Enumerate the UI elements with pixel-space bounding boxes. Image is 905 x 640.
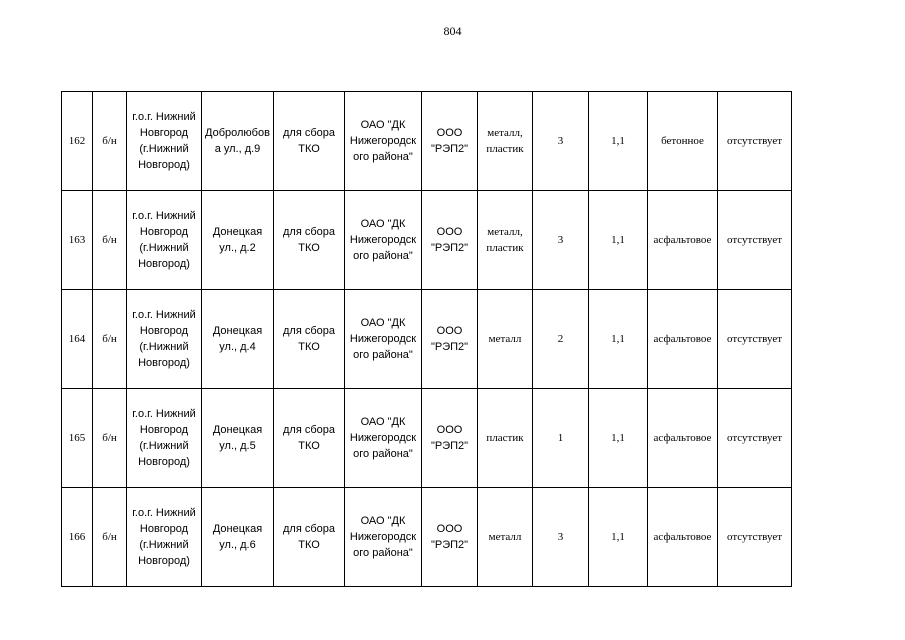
owner-cell: ОАО "ДК Нижегородск ого района" [349, 119, 417, 163]
owner-cell: ОАО "ДК Нижегородск ого района" [349, 416, 417, 460]
row-number-cell: 164 [62, 290, 93, 389]
address-cell: Донецкая ул., д.4 [212, 325, 263, 353]
container-count-cell: 3 [533, 92, 589, 191]
registry-number-cell: б/н [93, 488, 127, 587]
fence-cell: отсутствует [718, 290, 792, 389]
container-volume-cell: 1,1 [589, 92, 648, 191]
operator-cell: ООО "РЭП2" [430, 523, 469, 551]
container-count-cell: 3 [533, 191, 589, 290]
operator-cell: ООО "РЭП2" [430, 127, 469, 155]
container-volume-cell: 1,1 [589, 488, 648, 587]
purpose-cell: для сбора ТКО [282, 523, 335, 551]
container-volume-cell: 1,1 [589, 191, 648, 290]
fence-cell: отсутствует [718, 92, 792, 191]
surface-cell: бетонное [648, 92, 718, 191]
row-number-cell: 162 [62, 92, 93, 191]
district-cell: г.о.г. Нижний Новгород (г.Нижний Новгород) [132, 408, 196, 468]
material-cell: металл [488, 531, 522, 543]
registry-number-cell: б/н [93, 389, 127, 488]
fence-cell: отсутствует [718, 488, 792, 587]
row-number-cell: 166 [62, 488, 93, 587]
fence-cell: отсутствует [718, 191, 792, 290]
table-row [62, 389, 792, 488]
waste-site-table [61, 91, 792, 587]
container-count-cell: 2 [533, 290, 589, 389]
table-row [62, 92, 792, 191]
registry-number-cell: б/н [93, 290, 127, 389]
table-row [62, 191, 792, 290]
district-cell: г.о.г. Нижний Новгород (г.Нижний Новгород) [132, 210, 196, 270]
fence-cell: отсутствует [718, 389, 792, 488]
address-cell: Добролюбов а ул., д.9 [205, 127, 270, 155]
owner-cell: ОАО "ДК Нижегородск ого района" [349, 317, 417, 361]
surface-cell: асфальтовое [648, 488, 718, 587]
registry-number-cell: б/н [93, 191, 127, 290]
purpose-cell: для сбора ТКО [282, 226, 335, 254]
purpose-cell: для сбора ТКО [282, 424, 335, 452]
purpose-cell: для сбора ТКО [282, 127, 335, 155]
owner-cell: ОАО "ДК Нижегородск ого района" [349, 218, 417, 262]
operator-cell: ООО "РЭП2" [430, 325, 469, 353]
operator-cell: ООО "РЭП2" [430, 226, 469, 254]
container-volume-cell: 1,1 [589, 290, 648, 389]
address-cell: Донецкая ул., д.2 [212, 226, 263, 254]
container-count-cell: 1 [533, 389, 589, 488]
district-cell: г.о.г. Нижний Новгород (г.Нижний Новгород) [132, 111, 196, 171]
container-count-cell: 3 [533, 488, 589, 587]
material-cell: металл, пластик [486, 226, 524, 254]
page-number: 804 [443, 24, 462, 38]
surface-cell: асфальтовое [648, 389, 718, 488]
registry-number-cell: б/н [93, 92, 127, 191]
surface-cell: асфальтовое [648, 191, 718, 290]
operator-cell: ООО "РЭП2" [430, 424, 469, 452]
container-volume-cell: 1,1 [589, 389, 648, 488]
table-row [62, 488, 792, 587]
row-number-cell: 163 [62, 191, 93, 290]
district-cell: г.о.г. Нижний Новгород (г.Нижний Новгород) [132, 507, 196, 567]
material-cell: металл, пластик [486, 127, 524, 155]
address-cell: Донецкая ул., д.5 [212, 424, 263, 452]
surface-cell: асфальтовое [648, 290, 718, 389]
address-cell: Донецкая ул., д.6 [212, 523, 263, 551]
material-cell: металл [488, 333, 522, 345]
material-cell: пластик [486, 432, 524, 444]
owner-cell: ОАО "ДК Нижегородск ого района" [349, 515, 417, 559]
row-number-cell: 165 [62, 389, 93, 488]
table-row [62, 290, 792, 389]
purpose-cell: для сбора ТКО [282, 325, 335, 353]
district-cell: г.о.г. Нижний Новгород (г.Нижний Новгород) [132, 309, 196, 369]
